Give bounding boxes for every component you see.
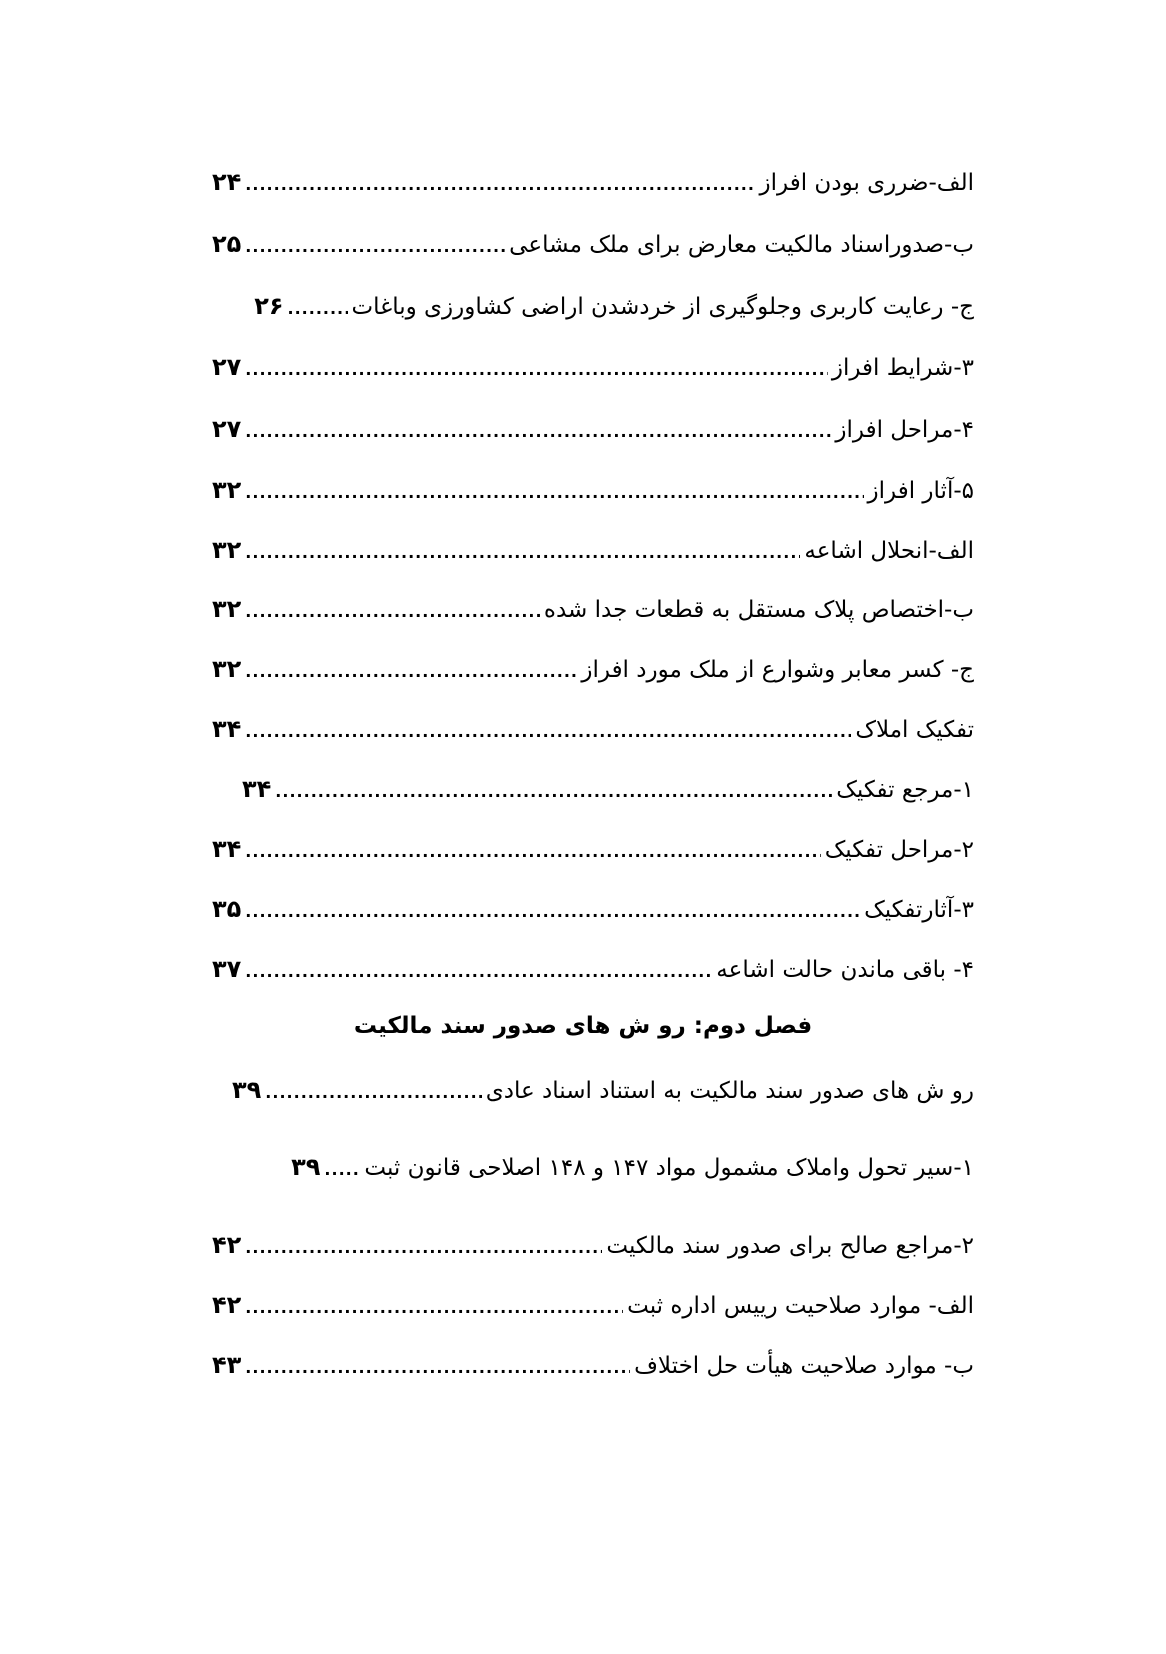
toc-entry-title: ۳-آثارتفکیک [864,897,974,923]
leader-dots [275,782,832,801]
toc-entry [212,476,974,504]
leader-dots [245,422,831,441]
toc-entry [212,895,974,923]
toc-entry-title: ب-صدوراسناد مالکیت معارض برای ملک مشاعی [509,232,974,258]
leader-dots [245,237,505,256]
toc-entry-title: ج- کسر معابر وشوارع از ملک مورد افراز [581,657,974,683]
toc-entry-title: الف-انحلال اشاعه [804,538,974,564]
toc-entry-title: رو ش های صدور سند مالکیت به استناد اسناد عادی [485,1078,974,1104]
toc-entry-title: ۵-آثار افراز [867,478,974,504]
toc-entry-title: تفکیک املاک [855,717,974,743]
toc-entry-page: ۳۴ [212,835,242,863]
toc-entry-page: ۳۲ [212,655,242,683]
toc-entry [242,775,974,803]
toc-entry-page: ۳۲ [212,536,242,564]
toc-entry [212,353,974,381]
toc-entry-title: ج- رعایت کاربری وجلوگیری از خردشدن اراضی کشاورزی وباغات [351,294,974,320]
leader-dots [245,175,755,194]
toc-entry-title: ۳-شرایط افراز [831,355,974,381]
leader-dots [245,1238,602,1257]
toc-entry-page: ۴۲ [212,1231,242,1259]
leader-dots [288,299,348,318]
toc-entry [232,1153,974,1181]
toc-entry-title: ۲-مراحل تفکیک [824,837,974,863]
toc-entry-title: الف-ضرری بودن افراز [759,170,974,196]
toc-entry [212,595,974,623]
toc-entry-page: ۳۹ [291,1153,321,1181]
toc-entry-page: ۳۵ [212,895,242,923]
toc-entry-title: ۴- باقی ماندن حالت اشاعه [716,957,974,983]
toc-entry-page: ۴۳ [212,1351,242,1379]
toc-entry [212,1291,974,1319]
toc-entry-title: ۱-سیر تحول واملاک مشمول مواد ۱۴۷ و ۱۴۸ اصلاحی قانون ثبت [364,1155,974,1181]
toc-entry [212,715,974,743]
toc-entry-title: ب-اختصاص پلاک مستقل به قطعات جدا شده [543,597,974,623]
leader-dots [245,902,860,921]
toc-entry-page: ۳۲ [212,476,242,504]
toc-entry-page: ۲۶ [254,292,284,320]
toc-entry-page: ۳۴ [242,775,272,803]
toc-entry-title: ۴-مراحل افراز [835,417,974,443]
toc-entry [212,835,974,863]
toc-entry [212,536,974,564]
toc-entry [212,292,974,320]
leader-dots [245,1298,623,1317]
toc-entry [212,415,974,443]
leader-dots [245,483,863,502]
toc-entry [212,1351,974,1379]
toc-entry [212,230,974,258]
leader-dots [245,602,540,621]
leader-dots [245,1358,630,1377]
toc-entry-page: ۳۲ [212,595,242,623]
toc-entry [232,1076,974,1104]
toc-entry-title: ۱-مرجع تفکیک [836,777,974,803]
leader-dots [265,1083,481,1102]
toc-entry-title: ۲-مراجع صالح برای صدور سند مالکیت [606,1233,974,1259]
leader-dots [245,842,820,861]
toc-entry [212,955,974,983]
toc-entry-page: ۲۵ [212,230,242,258]
leader-dots [245,722,851,741]
toc-entry-page: ۲۴ [212,168,242,196]
toc-entry-title: الف- موارد صلاحیت رییس اداره ثبت [627,1293,974,1319]
leader-dots [324,1160,360,1179]
toc-entry-page: ۲۷ [212,415,242,443]
chapter-heading: فصل دوم: رو ش های صدور سند مالکیت [353,1013,813,1039]
leader-dots [245,662,577,681]
toc-entry-page: ۲۷ [212,353,242,381]
toc-entry-page: ۳۷ [212,955,242,983]
toc-entry-title: ب- موارد صلاحیت هیأت حل اختلاف [634,1353,974,1379]
toc-entry-page: ۳۴ [212,715,242,743]
leader-dots [245,543,800,562]
toc-entry [212,655,974,683]
leader-dots [245,962,712,981]
toc-entry-page: ۳۹ [232,1076,262,1104]
toc-entry [212,1231,974,1259]
toc-entry-page: ۴۲ [212,1291,242,1319]
leader-dots [245,360,828,379]
toc-entry [212,168,974,196]
